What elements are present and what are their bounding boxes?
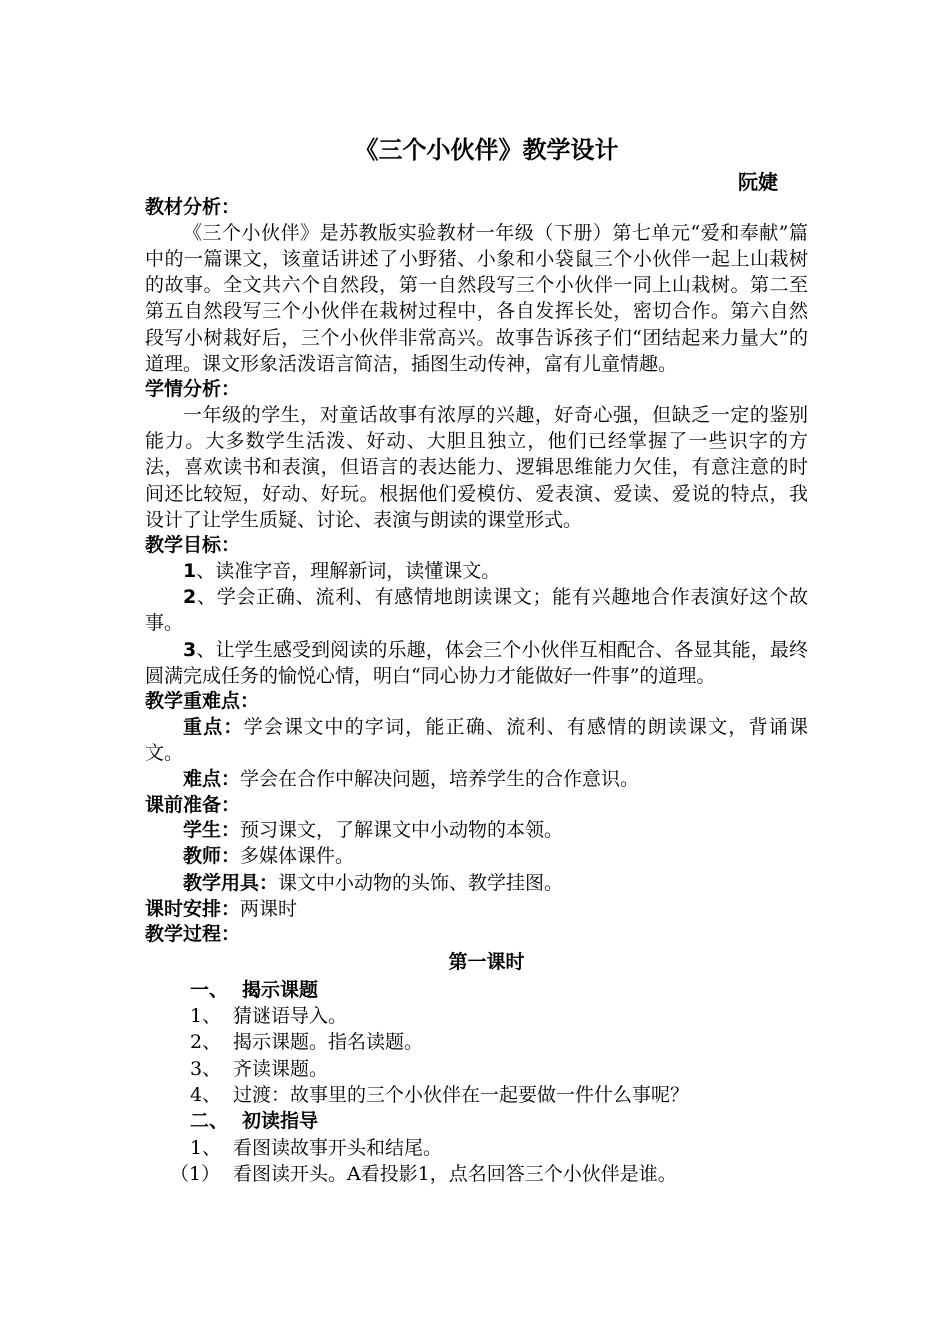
step-number: 2、 [190, 1031, 222, 1054]
step-number: 1、 [190, 1136, 222, 1159]
document-title: 《三个小伙伴》教学设计 [354, 136, 619, 164]
goal-number: 3 [183, 638, 197, 661]
section-heading [145, 977, 808, 1003]
section-number: 二、 [190, 1110, 229, 1133]
lesson-title: 第一课时 [448, 950, 525, 973]
step-text: 揭示课题。指名读题。 [233, 1031, 424, 1054]
analysis-heading: 教材分析： [145, 196, 241, 218]
keypoint-text: 学会课文中的字词，能正确、流利、有感情的朗读课文，背诵课文。 [145, 715, 808, 765]
step-item [145, 1082, 808, 1108]
keypoints-heading: 教学重难点： [145, 690, 260, 713]
step-text: 齐读课题。 [233, 1057, 329, 1080]
step-number: 3、 [190, 1057, 222, 1080]
section-heading [145, 1108, 808, 1134]
keypoint-label: 重点： [183, 715, 244, 738]
goal-item-1 [145, 558, 808, 584]
analysis-paragraph: 《三个小伙伴》是苏教版实验教材一年级（下册）第七单元“爱和奉献”篇中的一篇课文，该童话讲述了小野猪、小象和小袋鼠三个小伙伴一起上山栽树的故事。全文共六个自然段，第一自然段写三个小伙伴一同上山栽树。第二至第五自然段写三个小伙伴在栽树过程中，各自发挥长处，密切合作。第六自然段写小树栽好后，三个小伙伴非常高兴。故事告诉孩子们“团结起来力量大”的道理。课文形象活泼语言简洁，插图生动传神，富有儿童情趣。 [145, 221, 808, 375]
step-item [145, 1135, 808, 1161]
substep-text: 看图读开头。A看投影1，点名回答三个小伙伴是谁。 [233, 1162, 677, 1185]
step-text: 过渡：故事里的三个小伙伴在一起要做一件什么事呢？ [233, 1084, 690, 1107]
prep-tools [145, 870, 808, 896]
students-heading: 学情分析： [145, 378, 241, 401]
section-title: 初读指导 [242, 1110, 319, 1133]
students-paragraph: 一年级的学生，对童话故事有浓厚的兴趣，好奇心强，但缺乏一定的鉴别能力。大多数学生活泼、好动、大胆且独立，他们已经掌握了一些识字的方法，喜欢读书和表演，但语言的表达能力、逻辑思维能力欠佳，有意注意的时间还比较短，好动、好玩。根据他们爱模仿、爱表演、爱读、爱说的特点，我设计了让学生质疑、讨论、表演与朗读的课堂形式。 [145, 403, 808, 531]
section-title: 揭示课题 [242, 978, 319, 1001]
step-item [145, 1029, 808, 1055]
substep-number: （1） [170, 1162, 221, 1185]
step-text: 看图读故事开头和结尾。 [233, 1136, 443, 1159]
author-name: 阮婕 [738, 170, 778, 194]
prep-tools-label: 教学用具： [183, 871, 279, 894]
goal-item-2 [145, 584, 808, 637]
step-item [145, 1056, 808, 1082]
goals-heading: 教学目标： [145, 534, 241, 557]
goal-text: 、学会正确、流利、有感情地朗读课文；能有兴趣地合作表演好这个故事。 [145, 586, 808, 635]
goal-text: 、让学生感受到阅读的乐趣，体会三个小伙伴互相配合、各显其能，最终圆满完成任务的愉悦心情，明白“同心协力才能做好一件事”的道理。 [145, 638, 808, 687]
difficulty-item [145, 766, 808, 792]
step-number: 1、 [190, 1005, 222, 1028]
step-text: 猜谜语导入。 [233, 1005, 348, 1028]
step-item [145, 1003, 808, 1029]
prep-teacher-text: 多媒体课件。 [240, 845, 355, 868]
prep-heading: 课前准备： [145, 793, 241, 816]
section-number: 一、 [190, 978, 229, 1001]
substep-item [145, 1161, 808, 1187]
schedule-label: 课时安排： [145, 898, 241, 921]
process-heading: 教学过程： [145, 923, 241, 946]
difficulty-text: 学会在合作中解决问题，培养学生的合作意识。 [240, 768, 640, 791]
prep-student-label: 学生： [183, 819, 241, 842]
goal-text: 、读准字音，理解新词，读懂课文。 [196, 559, 501, 582]
prep-teacher [145, 843, 808, 869]
prep-tools-text: 课文中小动物的头饰、教学挂图。 [278, 871, 564, 894]
schedule-line [145, 896, 808, 922]
step-number: 4、 [190, 1084, 222, 1107]
document-content [145, 133, 808, 1187]
goal-number: 1 [183, 559, 197, 582]
prep-student-text: 预习课文，了解课文中小动物的本领。 [240, 819, 564, 842]
schedule-text: 两课时 [240, 898, 298, 921]
prep-student [145, 817, 808, 843]
goal-number: 2 [183, 586, 197, 609]
prep-teacher-label: 教师： [183, 845, 241, 868]
goal-item-3 [145, 637, 808, 690]
keypoint-item [145, 714, 808, 767]
difficulty-label: 难点： [183, 768, 241, 791]
